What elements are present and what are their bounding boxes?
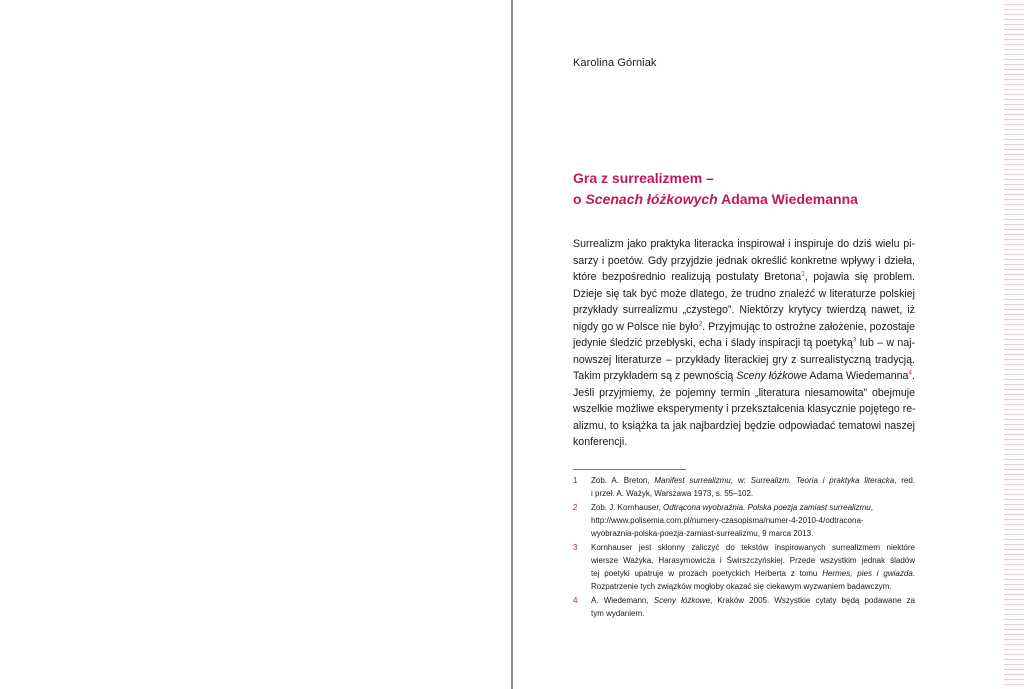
footnotes	[573, 474, 915, 621]
footnote-line: Kornhauser jest skłonny zaliczyć do tekstów inspirowanych surrealizmem niektóre	[591, 543, 915, 552]
footnote-text: , Kraków 2005. Wszystkie cytaty będą podawane za	[710, 596, 915, 605]
title-italic-text: Scenach łóżkowych	[585, 191, 718, 207]
body-line: konferencji.	[573, 436, 628, 448]
footnote-line: Rozpatrzenie tych związków mogłoby okazać się ciekawym wyzwaniem badawczym.	[591, 582, 892, 591]
body-italic-text: Sceny łóżkowe	[736, 370, 808, 382]
footnote-italic-text: Sceny łóżkowe	[653, 596, 711, 605]
body-line	[573, 368, 915, 385]
footnote-line: wiersze Ważyka, Harasymowicza i Świrszczyńskiej. Przede wszystkim jednak śladów	[591, 556, 915, 565]
body-text: lub – w naj-	[856, 337, 915, 349]
page-edge-stripes	[1004, 0, 1024, 689]
footnote-line	[591, 501, 915, 514]
body-line	[573, 319, 915, 336]
footnote-reference[interactable]: 2	[698, 319, 703, 327]
footnote-line: i przeł. A. Ważyk, Warszawa 1973, s. 55–102.	[591, 489, 754, 498]
body-text: .	[912, 370, 915, 382]
footnote-number: 1	[573, 476, 578, 485]
body-line: sarzy i poetów. Gdy przyjdzie jednak określić konkretne wpływy i dzieła,	[573, 254, 915, 267]
body-text: . Przyjmując to ostrożne założenie, pozostaje	[702, 320, 915, 333]
footnote-line	[591, 567, 915, 580]
title-text: Adama Wiedemanna	[717, 191, 858, 207]
footnote-number: 3	[573, 543, 578, 552]
title-line-1: Gra z surrealizmem –	[573, 170, 714, 186]
footnote-3	[573, 541, 915, 593]
author-name: Karolina Górniak	[573, 57, 657, 69]
footnote-text: A. Wiedemann,	[591, 596, 654, 605]
footnote-text: Zob. J. Kornhauser,	[591, 503, 664, 512]
body-text: nigdy go w Polsce nie było	[573, 320, 699, 333]
body-line: nowszej literaturze – przykłady literackiej gry z surrealistyczną tradycją.	[573, 353, 915, 366]
footnote-text: ,	[870, 503, 873, 512]
footnote-text: .	[912, 569, 916, 578]
footnote-italic-text: Manifest surrealizmu	[654, 476, 731, 485]
article-title	[573, 168, 933, 210]
body-line: Surrealizm jako praktyka literacka inspirował i inspiruje do dziś wielu pi-	[573, 238, 915, 250]
body-text: Adama Wiedemanna	[807, 370, 909, 382]
body-line	[573, 335, 915, 352]
footnote-text: Zob. A. Breton,	[591, 476, 655, 485]
footnote-text: tej poetyki upatruje w prozach poetyckich Herberta z tomu	[591, 569, 823, 578]
footnote-1	[573, 474, 915, 500]
footnote-italic-text: Odtrącona wyobraźnia. Polska poezja zamiast surrealizmu	[663, 503, 871, 512]
body-text: jedynie śledzić przebłyski, echa i ślady inspiracji tą poetyką	[573, 337, 853, 349]
footnote-2	[573, 501, 915, 540]
title-line-2	[573, 189, 933, 210]
footnote-separator	[573, 469, 686, 470]
footnote-italic-text: Hermes, pies i gwiazda	[822, 569, 913, 578]
title-text: o	[573, 191, 586, 207]
body-line: alizmu, to książka ta jak najbardziej będzie odpowiadać tematowi naszej	[573, 419, 915, 432]
footnote-line	[591, 594, 915, 607]
footnote-text: , w:	[730, 476, 751, 485]
footnote-url-line[interactable]: http://www.polisemia.com.pl/numery-czasopisma/numer-4-2010-4/odtracona-	[591, 516, 864, 525]
body-line: Dzieje się tak być może dlatego, że trudno znaleźć w literaturze polskiej	[573, 287, 915, 300]
footnote-text: , red.	[894, 476, 915, 485]
body-line: Jeśli przyjmiemy, że pojemny termin „literatura niesamowita” obejmuje	[573, 386, 915, 399]
body-text: Takim przykładem są z pewnością	[573, 370, 737, 382]
body-text: które bezpośrednio realizują postulaty Bretona	[573, 271, 802, 283]
footnote-4	[573, 594, 915, 620]
body-line	[573, 269, 915, 286]
footnote-number: 4	[573, 596, 578, 605]
footnote-reference[interactable]: 4	[908, 369, 913, 377]
article-body	[573, 236, 915, 451]
footnote-line	[591, 474, 915, 487]
footnote-line: wyobraznia-polska-poezja-zamiast-surrealizmu, 9 marca 2013.	[591, 529, 814, 538]
body-text: , pojawia się problem.	[804, 271, 915, 283]
footnote-reference[interactable]: 3	[852, 336, 857, 344]
body-line: przykłady surrealizmu „czystego”. Niektórzy krytycy twierdzą nawet, iż	[573, 304, 915, 316]
footnote-italic-text: Surrealizm. Teoria i praktyka literacka	[750, 476, 895, 485]
footnote-number: 2	[573, 503, 578, 512]
body-line: wszelkie możliwe eksperymenty i przekształcenia klasycznie pojętego re-	[573, 403, 916, 415]
blank-left-page	[0, 0, 511, 689]
footnote-reference[interactable]: 1	[801, 270, 805, 278]
footnote-line: tym wydaniem.	[591, 609, 645, 618]
